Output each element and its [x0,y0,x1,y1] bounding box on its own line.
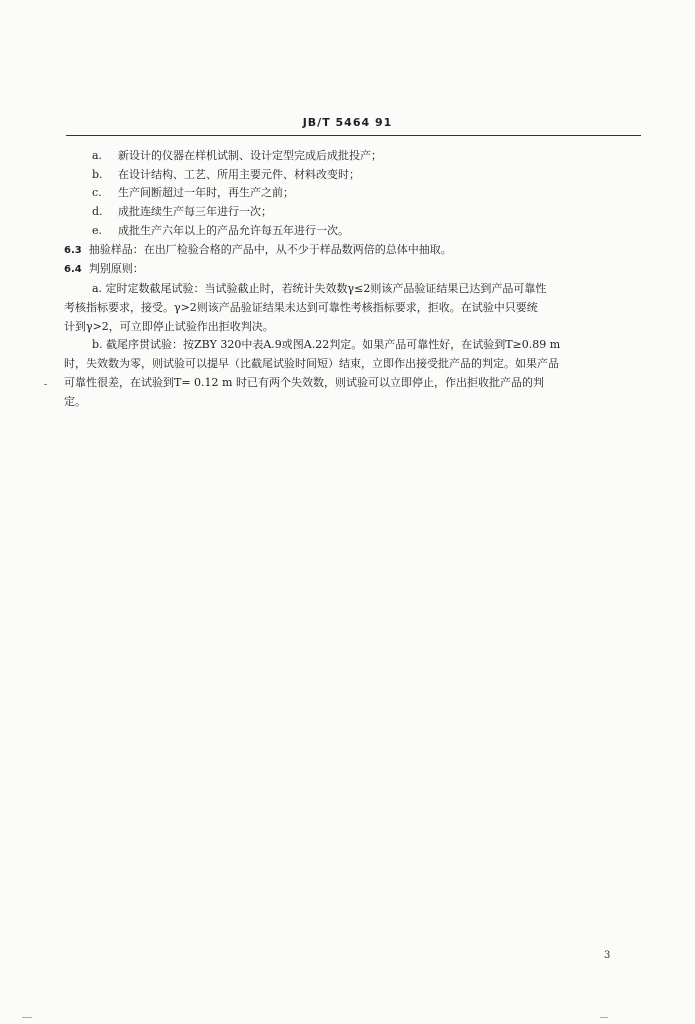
para-b-line-1: b. 截尾序贯试验：按ZBY 320中表A.9或图A.22判定。如果产品可靠性好，在试验到T≥0.89 m [92,338,561,351]
list-item-text: 在设计结构、工艺、所用主要元件、材料改变时； [118,168,360,181]
page-number: 3 [604,950,611,961]
section-6-4 [64,262,144,277]
para-b-line-2: 时，失效数为零，则试验可以提早（比截尾试验时间短）结束，立即作出接受批产品的判定。如果产品 [64,357,559,370]
list-marker: b. [92,168,103,181]
list-item-text: 成批连续生产每三年进行一次； [118,205,272,218]
list-item-text: 生产间断超过一年时，再生产之前； [118,186,294,199]
list-marker: d. [92,205,103,218]
para-b-line-4: 定。 [64,395,86,408]
para-b-line-3: 可靠性很差，在试验到T= 0.12 m 时已有两个失效数，则试验可以立即停止，作出拒收批产品的判 [64,376,544,389]
list-item-text: 新设计的仪器在样机试制、设计定型完成后成批投产； [118,149,382,162]
header-rule [66,135,641,136]
list-marker: e. [92,224,103,237]
list-item-e [92,224,349,238]
section-6-3 [64,243,452,258]
para-a-line-2: 考核指标要求，接受。γ>2则该产品验证结果未达到可靠性考核指标要求，拒收。在试验中只要统 [64,301,538,314]
section-number: 6.3 [64,245,82,256]
list-marker: c. [92,186,102,199]
list-item-c [92,186,294,200]
scan-speck [600,1017,608,1018]
list-item-a [92,149,382,163]
list-item-text: 成批生产六年以上的产品允许每五年进行一次。 [118,224,349,237]
para-a-line-1: a. 定时定数截尾试验：当试验截止时，若统计失效数γ≤2则该产品验证结果已达到产品可靠性 [92,282,547,295]
scan-speck [44,384,47,385]
list-item-d [92,205,272,219]
list-marker: a. [92,149,103,162]
section-text: 抽验样品：在出厂检验合格的产品中，从不少于样品数两倍的总体中抽取。 [88,243,452,256]
list-item-b [92,168,360,182]
scan-speck [22,1017,32,1018]
standard-code-header: JB/T 5464 91 [302,116,393,129]
para-a-line-3: 计到γ>2，可立即停止试验作出拒收判决。 [64,320,274,333]
section-number: 6.4 [64,264,82,275]
section-text: 判别原则： [88,262,144,275]
